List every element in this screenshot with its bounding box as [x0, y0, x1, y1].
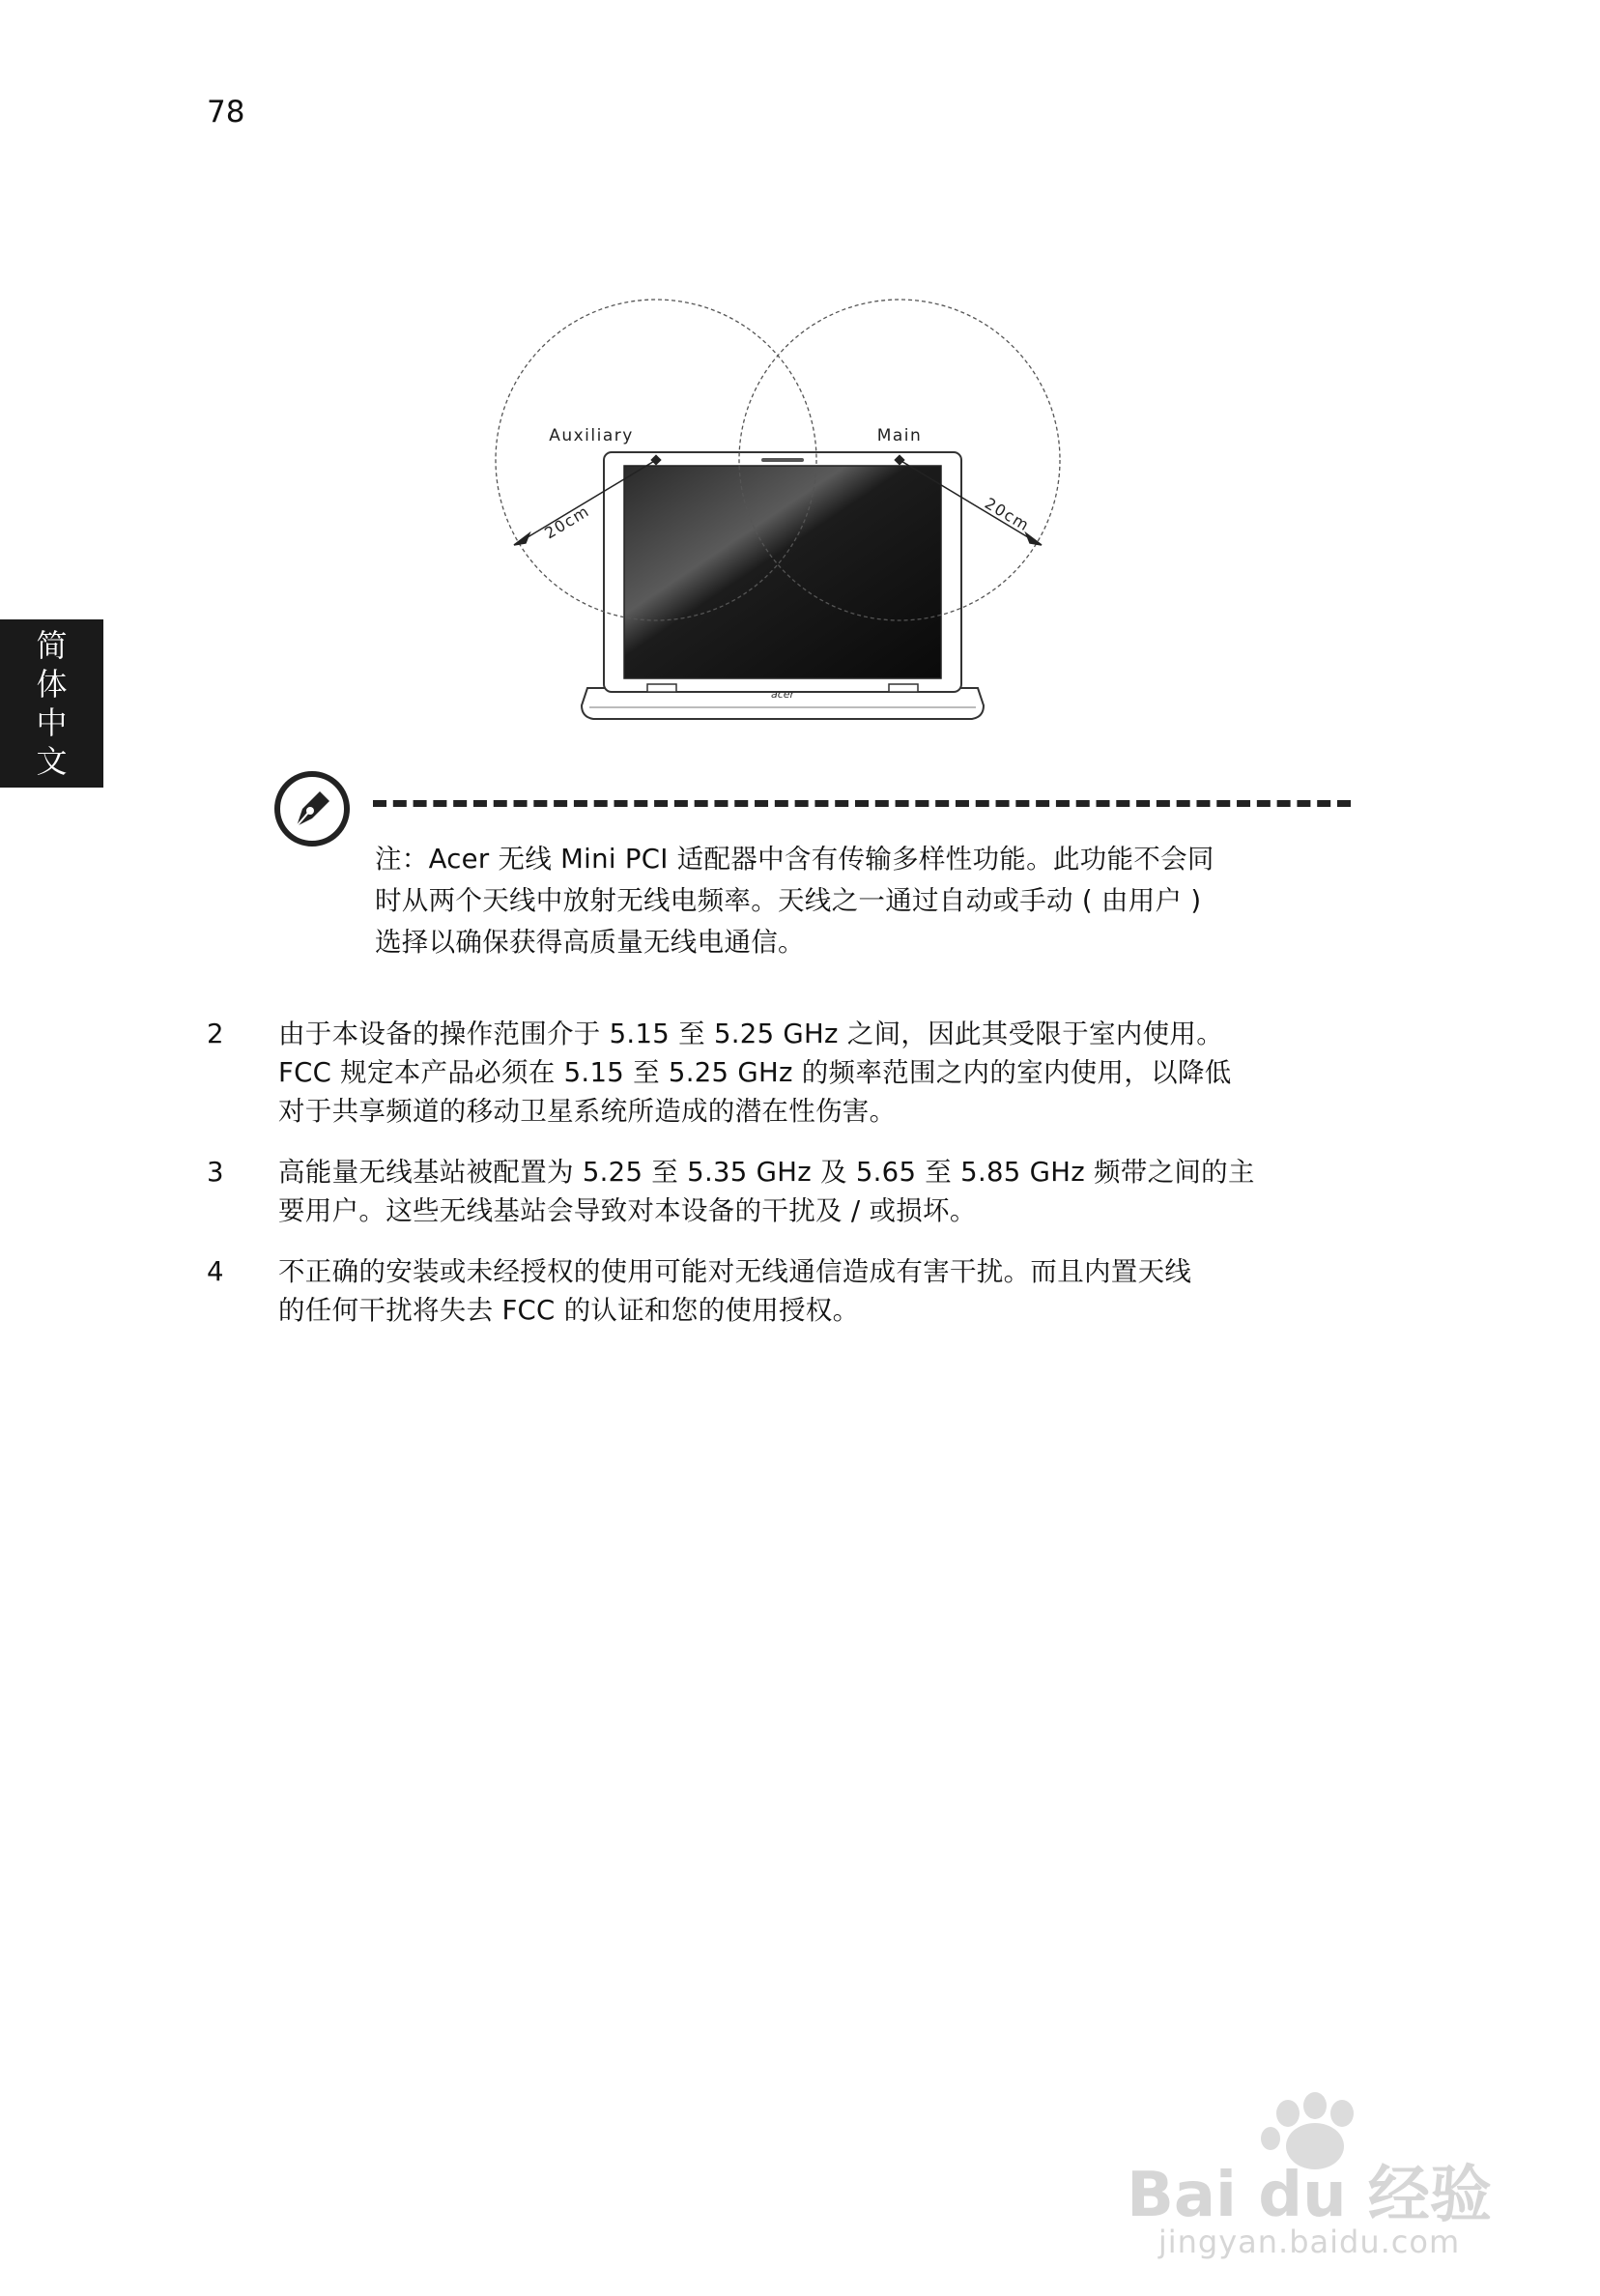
- language-tab: [0, 619, 103, 788]
- antenna-range-diagram: [454, 251, 1111, 754]
- list-item-line: 由于本设备的操作范围介于 5.15 至 5.25 GHz 之间，因此其受限于室内使用。: [278, 1019, 1223, 1049]
- list-item-line: 对于共享频道的移动卫星系统所造成的潜在性伤害。: [278, 1096, 897, 1127]
- list-item-number: 2: [207, 1019, 224, 1049]
- note-text: [375, 839, 1351, 963]
- language-tab-char: 文: [36, 743, 68, 780]
- note-line: 时从两个天线中放射无线电频率。天线之一通过自动或手动 ( 由用户 ): [375, 885, 1202, 916]
- main-label: Main: [876, 426, 923, 445]
- distance-label-right: 20cm: [981, 494, 1034, 535]
- pen-icon: [273, 770, 351, 847]
- laptop-illustration: [582, 452, 984, 719]
- note-line: 选择以确保获得高质量无线电通信。: [375, 927, 805, 958]
- paw-logo-icon: [1261, 2092, 1354, 2169]
- note-line: 注：Acer 无线 Mini PCI 适配器中含有传输多样性功能。此功能不会同: [375, 844, 1214, 875]
- list-item-line: 要用户。这些无线基站会导致对本设备的干扰及 / 或损坏。: [278, 1195, 977, 1226]
- language-tab-char: 体: [36, 666, 68, 703]
- list-item-line: 的任何干扰将失去 FCC 的认证和您的使用授权。: [278, 1295, 860, 1326]
- watermark-brand: Bai du 经验: [1127, 2160, 1492, 2231]
- list-item-line: 不正确的安装或未经授权的使用可能对无线通信造成有害干扰。而且内置天线: [278, 1256, 1192, 1287]
- note-divider: [373, 800, 1351, 807]
- numbered-list: [207, 1015, 1366, 1352]
- list-item: [207, 1015, 1366, 1131]
- list-item-line: 高能量无线基站被配置为 5.25 至 5.35 GHz 及 5.65 至 5.85 GHz 频带之间的主: [278, 1157, 1255, 1188]
- distance-label-left: 20cm: [541, 502, 593, 543]
- language-tab-char: 中: [36, 704, 68, 741]
- page-number: 78: [207, 95, 245, 129]
- list-item-number: 3: [207, 1157, 224, 1188]
- list-item: [207, 1252, 1366, 1330]
- auxiliary-label: Auxiliary: [549, 426, 634, 445]
- list-item-number: 4: [207, 1256, 224, 1287]
- language-tab-char: 简: [36, 627, 68, 664]
- baidu-jingyan-watermark: [1126, 2082, 1502, 2266]
- list-item: [207, 1153, 1366, 1230]
- acer-logo: acer: [770, 688, 795, 701]
- list-item-line: FCC 规定本产品必须在 5.15 至 5.25 GHz 的频率范围之内的室内使用，以降低: [278, 1057, 1232, 1088]
- watermark-url: jingyan.baidu.com: [1157, 2224, 1461, 2260]
